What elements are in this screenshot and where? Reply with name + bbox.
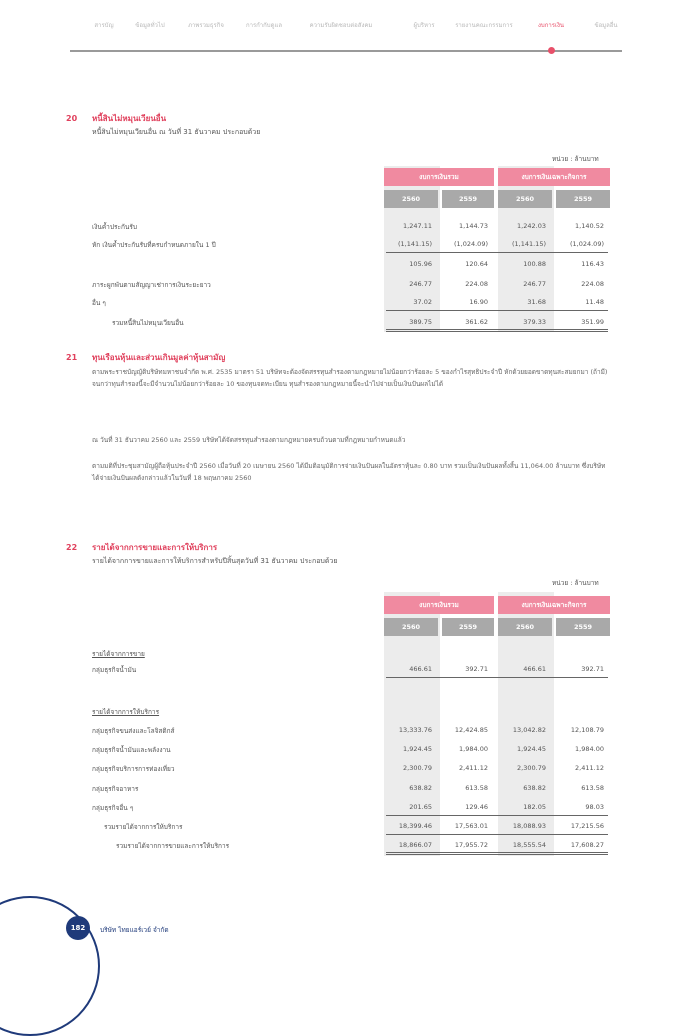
- section-21-paragraph: ตามมติที่ประชุมสามัญผู้ถือหุ้นประจำปี 2560 เมื่อวันที่ 20 เมษายน 2560 ได้มีมติอนุมัติการจ่ายเงินปันผลในอัตราหุ้นละ 0.80 บาท รวมเป็นเงินปันผลทั้งสิ้น 11,064.00 ล้านบาท ซึ่งบริษัทได้จ่ายเงินปันผลดังกล่าวแล้วในวันที่ 18 พฤษภาคม 2560: [92, 462, 606, 482]
- table-22-cell: 12,108.79: [570, 726, 604, 734]
- table-22-cell: 613.58: [465, 784, 488, 792]
- table-22-rule: [386, 677, 608, 678]
- table-20-cell: 31.68: [527, 298, 546, 306]
- table-22-cell: 98.03: [585, 803, 604, 811]
- table-22-cell: 13,333.76: [398, 726, 432, 734]
- top-navigation: [70, 18, 625, 54]
- table-20-year-header: 2559: [556, 190, 610, 208]
- section-22-heading: [66, 541, 217, 554]
- table-22-group-header-separate: งบการเงินเฉพาะกิจการ: [498, 596, 610, 614]
- table-22-cell: 12,424.85: [454, 726, 488, 734]
- section-21-number: 21: [66, 353, 78, 362]
- nav-item-executives[interactable]: ผู้บริหาร: [413, 22, 435, 29]
- table-20-total-label: รวมหนี้สินไม่หมุนเวียนอื่น: [112, 319, 184, 327]
- table-20-cell: 246.77: [523, 280, 546, 288]
- table-22-cell: 1,984.00: [575, 745, 604, 753]
- table-22-group-header-consolidated: งบการเงินรวม: [384, 596, 494, 614]
- table-22-cell: 17,563.01: [454, 822, 488, 830]
- nav-item-board-report[interactable]: รายงานคณะกรรมการ: [455, 22, 513, 29]
- table-20-cell: 224.08: [581, 280, 604, 288]
- table-22-cell: 2,411.12: [459, 764, 488, 772]
- table-20-cell: 116.43: [581, 260, 604, 268]
- table-22-cell: 18,088.93: [512, 822, 546, 830]
- table-22-cell: 1,924.45: [403, 745, 432, 753]
- table-22-cell: 2,411.12: [575, 764, 604, 772]
- table-22-row-label: กลุ่มธุรกิจขนส่งและโลจิสติกส์: [92, 727, 175, 735]
- table-22-group-title-sales: รายได้จากการขาย: [92, 650, 145, 658]
- page-number-badge: 182: [66, 916, 90, 940]
- table-20-year-header: 2560: [498, 190, 552, 208]
- table-22-row-label: กลุ่มธุรกิจอาหาร: [92, 785, 139, 793]
- section-21-paragraph: ตามพระราชบัญญัติบริษัทมหาชนจำกัด พ.ศ. 2535 มาตรา 51 บริษัทจะต้องจัดสรรทุนสำรองตามกฎหมายไม่น้อยกว่าร้อยละ 5 ของกำไรสุทธิประจำปี หักด้วยยอดขาดทุนสะสมยกมา (ถ้ามี) จนกว่าทุนสำรองนี้จะมีจำนวนไม่น้อยกว่าร้อยละ 10 ของทุนจดทะเบียน ทุนสำรองตามกฎหมายนี้จะนำไปจ่ายเป็นเงินปันผลไม่ได้: [92, 368, 608, 388]
- table-22-cell: 613.58: [581, 784, 604, 792]
- table-20-cell: 105.96: [409, 260, 432, 268]
- table-22-subtotal-label: รวมรายได้จากการให้บริการ: [104, 823, 183, 831]
- table-22-rule: [386, 854, 608, 855]
- table-22-year-header: 2559: [442, 618, 494, 636]
- table-20-rule: [386, 252, 608, 253]
- table-20-row-label: อื่น ๆ: [92, 299, 106, 307]
- section-20-heading: [66, 112, 166, 125]
- table-20-year-header: 2559: [442, 190, 494, 208]
- table-20-cell: 351.99: [581, 318, 604, 326]
- table-20-cell: 1,140.52: [575, 222, 604, 230]
- table-22-cell: 1,984.00: [459, 745, 488, 753]
- table-20-cell: 246.77: [409, 280, 432, 288]
- nav-divider: [70, 50, 622, 52]
- table-22-cell: 466.61: [523, 665, 546, 673]
- table-20-cell: (1,141.15): [397, 240, 432, 248]
- table-22-cell: 2,300.79: [403, 764, 432, 772]
- table-22-row-label: กลุ่มธุรกิจน้ำมันและพลังงาน: [92, 746, 171, 754]
- section-20-unit: หน่วย : ล้านบาท: [552, 155, 599, 163]
- table-20-cell: 11.48: [585, 298, 604, 306]
- table-22-row-label: กลุ่มธุรกิจบริการการท่องเที่ยว: [92, 765, 175, 773]
- section-20-number: 20: [66, 114, 78, 123]
- table-22-total-label: รวมรายได้จากการขายและการให้บริการ: [116, 842, 230, 850]
- table-20-cell: (1,141.15): [511, 240, 546, 248]
- table-22-rule: [386, 852, 608, 853]
- table-20-cell: 16.90: [469, 298, 488, 306]
- table-20-cell: 389.75: [409, 318, 432, 326]
- table-22-row-label: กลุ่มธุรกิจอื่น ๆ: [92, 804, 134, 812]
- table-22-cell: 129.46: [465, 803, 488, 811]
- table-22-row-label: กลุ่มธุรกิจน้ำมัน: [92, 666, 137, 674]
- table-22-cell: 13,042.82: [512, 726, 546, 734]
- table-20-cell: 37.02: [413, 298, 432, 306]
- section-22-title: รายได้จากการขายและการให้บริการ: [92, 543, 218, 552]
- table-22-cell: 18,399.46: [398, 822, 432, 830]
- section-21-heading: [66, 351, 225, 364]
- table-22-cell: 466.61: [409, 665, 432, 673]
- table-20-cell: 1,242.03: [517, 222, 546, 230]
- table-22-year-header: 2559: [556, 618, 610, 636]
- nav-item-other-info[interactable]: ข้อมูลอื่น: [594, 22, 618, 29]
- table-20-row-label: ภาระผูกพันตามสัญญาเช่าการเงินระยะยาว: [92, 281, 211, 289]
- nav-item-csr[interactable]: ความรับผิดชอบต่อสังคม: [309, 22, 373, 29]
- table-22-cell: 17,608.27: [570, 841, 604, 849]
- table-20-cell: 1,144.73: [459, 222, 488, 230]
- table-22-cell: 18,555.54: [512, 841, 546, 849]
- nav-item-contents[interactable]: สารบัญ: [94, 22, 114, 29]
- table-22-cell: 392.71: [465, 665, 488, 673]
- section-21-paragraph: ณ วันที่ 31 ธันวาคม 2560 และ 2559 บริษัทได้จัดสรรทุนสำรองตามกฎหมายครบถ้วนตามที่กฎหมายกำหนดแล้ว: [92, 436, 406, 444]
- table-20-cell: 224.08: [465, 280, 488, 288]
- section-20-title: หนี้สินไม่หมุนเวียนอื่น: [92, 114, 167, 123]
- section-20-subtitle: หนี้สินไม่หมุนเวียนอื่น ณ วันที่ 31 ธันวาคม ประกอบด้วย: [92, 128, 261, 136]
- table-20-rule: [386, 310, 608, 311]
- section-22-number: 22: [66, 543, 78, 552]
- nav-item-business-overview[interactable]: ภาพรวมธุรกิจ: [188, 22, 224, 29]
- table-22-cell: 1,924.45: [517, 745, 546, 753]
- footer-company-name: บริษัท ไทยแอร์เวย์ จำกัด: [100, 926, 169, 934]
- table-22-cell: 638.82: [409, 784, 432, 792]
- table-20-rule: [386, 329, 608, 330]
- nav-item-governance[interactable]: การกำกับดูแล: [245, 22, 283, 29]
- table-22-group-title-services: รายได้จากการให้บริการ: [92, 708, 160, 716]
- table-22-cell: 2,300.79: [517, 764, 546, 772]
- table-20-group-header-consolidated: งบการเงินรวม: [384, 168, 494, 186]
- table-22-year-header: 2560: [498, 618, 552, 636]
- table-22-rule: [386, 834, 608, 835]
- table-20-rule: [386, 331, 608, 332]
- table-20-row-label: เงินค้ำประกันรับ: [92, 223, 137, 231]
- nav-item-general-info[interactable]: ข้อมูลทั่วไป: [135, 22, 165, 29]
- section-21-title: ทุนเรือนหุ้นและส่วนเกินมูลค่าหุ้นสามัญ: [92, 353, 226, 362]
- nav-item-financial-statements[interactable]: งบการเงิน: [537, 22, 565, 29]
- table-22-rule: [386, 815, 608, 816]
- table-22-year-header: 2560: [384, 618, 438, 636]
- table-20-cell: (1,024.09): [453, 240, 488, 248]
- nav-active-indicator: [548, 47, 555, 54]
- table-22-cell: 392.71: [581, 665, 604, 673]
- table-20-cell: 120.64: [465, 260, 488, 268]
- table-20-cell: 100.88: [523, 260, 546, 268]
- section-22-subtitle: รายได้จากการขายและการให้บริการสำหรับปีสิ้นสุดวันที่ 31 ธันวาคม ประกอบด้วย: [92, 557, 338, 565]
- table-22-cell: 17,215.56: [570, 822, 604, 830]
- section-22-unit: หน่วย : ล้านบาท: [552, 579, 599, 587]
- table-20-year-header: 2560: [384, 190, 438, 208]
- table-22-cell: 182.05: [523, 803, 546, 811]
- table-20-cell: 361.62: [465, 318, 488, 326]
- table-20-cell: (1,024.09): [569, 240, 604, 248]
- table-22-cell: 18,866.07: [398, 841, 432, 849]
- table-22-cell: 201.65: [409, 803, 432, 811]
- table-22-cell: 638.82: [523, 784, 546, 792]
- table-20-group-header-separate: งบการเงินเฉพาะกิจการ: [498, 168, 610, 186]
- table-20-row-label: หัก เงินค้ำประกันรับที่ครบกำหนดภายใน 1 ปี: [92, 241, 216, 249]
- footer-decorative-arc: [0, 896, 100, 1036]
- table-22-cell: 17,955.72: [454, 841, 488, 849]
- table-20-cell: 379.33: [523, 318, 546, 326]
- table-20-cell: 1,247.11: [403, 222, 432, 230]
